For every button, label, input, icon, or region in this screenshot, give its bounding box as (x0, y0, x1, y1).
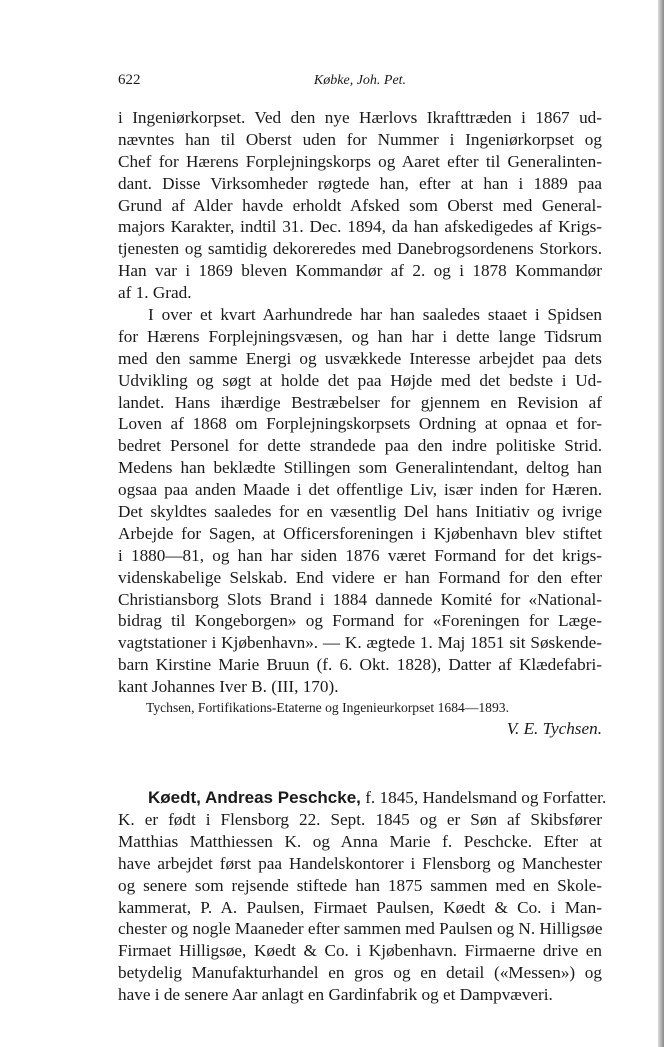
text-line: majors Karakter, indtil 31. Dec. 1894, da han afskedigedes af Krigs- (118, 217, 602, 237)
page-number: 622 (118, 72, 141, 88)
text-line: ogsaa paa anden Maade i det offentlige Liv, især inden for Hæren. (118, 480, 602, 500)
text-line: Udvikling og søgt at holde det paa Højde med det bedste i Ud- (118, 370, 602, 390)
text-line: tjenesten og samtidig dekoreredes med Danebrogsordenens Storkors. (118, 239, 602, 259)
text-line: chester og nogle Maaneder efter sammen med Paulsen og N. Hilligsøe (118, 919, 603, 939)
text-line: Grund af Alder havde erholdt Afsked som Oberst med General- (118, 195, 602, 215)
text-line: betydelig Manufakturhandel en gros og en detail («Messen») og (118, 963, 602, 983)
text-line: kant Johannes Iver B. (III, 170). (118, 677, 339, 697)
text-line: Arbejde for Sagen, at Officersforeningen i Kjøbenhavn blev stiftet (118, 523, 602, 543)
article-kobke (118, 107, 602, 740)
text-line: bedret Personel for dette strandede paa den indre politiske Strid. (118, 436, 602, 456)
article-koedt (118, 787, 607, 1006)
text-line: dant. Disse Virksomheder røgtede han, efter at han i 1889 paa (118, 173, 602, 193)
page-header (118, 72, 602, 96)
text-line: barn Kirstine Marie Bruun (f. 6. Okt. 1828), Datter af Klædefabri- (118, 655, 602, 675)
text-line: i Ingeniørkorpset. Ved den nye Hærlovs Ikrafttræden i 1867 ud- (118, 108, 602, 127)
text-line: have i de senere Aar anlagt en Gardinfabrik og et Dampvæveri. (118, 985, 553, 1005)
entry-name: Køedt, Andreas Peschcke, (148, 788, 361, 808)
paragraph-3 (118, 809, 602, 1006)
text-line: Christiansborg Slots Brand i 1884 dannede Komité for «National- (118, 589, 602, 609)
text-line: og senere som rejsende stiftede han 1875 sammen med en Skole- (118, 875, 602, 895)
running-title: Købke, Joh. Pet. (313, 73, 407, 88)
paragraph-1 (118, 107, 602, 304)
text-line: videnskabelige Selskab. End videre er han Formand for den efter (118, 567, 602, 587)
entry-heading-rest: f. 1845, Handelsmand og Forfatter. (365, 788, 607, 808)
text-line: i 1880—81, og han har siden 1876 været Formand for det krigs- (118, 545, 602, 565)
text-line: Medens han beklædte Stillingen som Generalintendant, deltog han (118, 458, 602, 478)
text-line: for Hærens Forplejningsvæsen, og han har i dette lange Tidsrum (118, 326, 602, 346)
entry-heading-line (118, 787, 607, 809)
text-line: I over et kvart Aarhundrede har han saaledes staaet i Spidsen (148, 305, 602, 325)
text-line: have arbejdet først paa Handelskontorer i Flensborg og Manchester (118, 853, 602, 873)
text-line: Chef for Hærens Forplejningskorps og Aaret efter til Generalinten- (118, 151, 602, 171)
text-line: med den samme Energi og usvækkede Interesse arbejdet paa dets (118, 348, 602, 368)
text-line: kammerat, P. A. Paulsen, Firmaet Paulsen, Køedt & Co. i Man- (118, 897, 602, 917)
text-line: Det skyldtes saaledes for en væsentlig Del hans Initiativ og ivrige (118, 502, 602, 522)
text-line: bidrag til Kongeborgen» og Formand for «Foreningen for Læge- (118, 611, 602, 631)
page-edge-shadow (658, 0, 664, 1047)
text-line: Matthias Matthiessen K. og Anna Marie f. Peschcke. Efter at (118, 831, 602, 851)
source-citation: Tychsen, Fortifikations-Etaterne og Ingenieurkorpset 1684—1893. (146, 700, 509, 716)
text-line: nævntes han til Oberst uden for Nummer i Ingeniørkorpset og (118, 129, 602, 149)
text-line: vagtstationer i Kjøbenhavn». — K. ægtede 1. Maj 1851 sit Søskende- (118, 633, 602, 653)
paragraph-2 (118, 304, 602, 698)
author-signature: V. E. Tychsen. (506, 719, 602, 739)
text-line: Loven af 1868 om Forplejningskorpsets Ordning at opnaa et for- (118, 414, 602, 434)
text-line: K. er født i Flensborg 22. Sept. 1845 og er Søn af Skibsfører (118, 809, 602, 829)
text-line: af 1. Grad. (118, 283, 192, 303)
text-line: landet. Hans ihærdige Bestræbelser for gjennem en Revision af (118, 392, 602, 412)
text-line: Han var i 1869 bleven Kommandør af 2. og i 1878 Kommandør (118, 261, 602, 281)
document-page (118, 72, 607, 1006)
text-line: Firmaet Hilligsøe, Køedt & Co. i Kjøbenhavn. Firmaerne drive en (118, 941, 602, 961)
